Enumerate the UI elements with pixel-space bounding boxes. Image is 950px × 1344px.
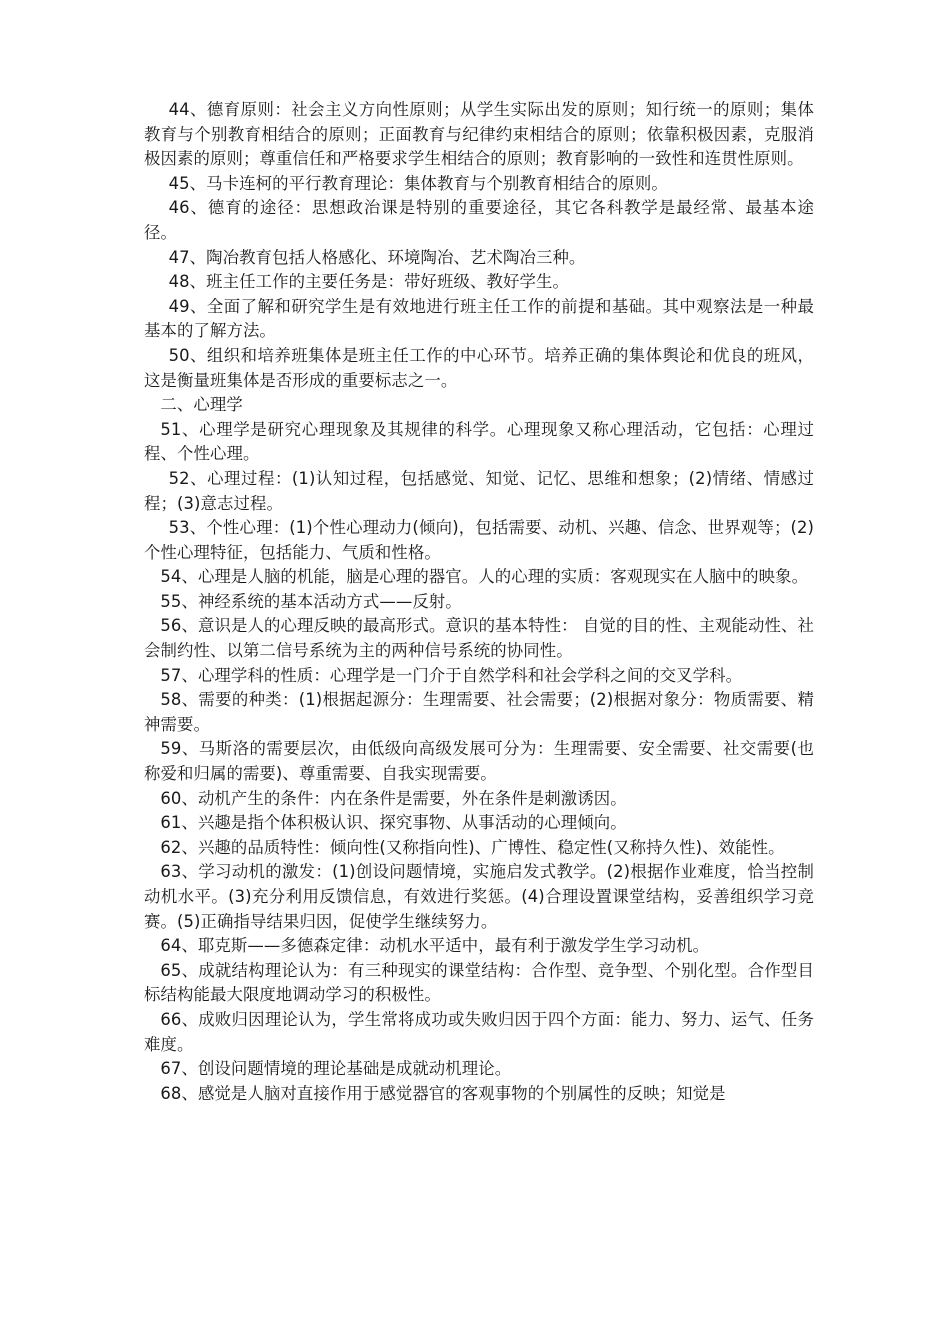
document-page: [144, 98, 814, 1106]
paragraph-51: 51、心理学是研究心理现象及其规律的科学。心理现象又称心理活动，它包括：心理过程、个性心理。: [144, 419, 814, 464]
paragraph-55: 55、神经系统的基本活动方式——反射。: [160, 591, 462, 611]
paragraph-61: 61、兴趣是指个体积极认识、探究事物、从事活动的心理倾向。: [160, 813, 627, 833]
paragraph-46: 46、德育的途径：思想政治课是特别的重要途径，其它各科教学是最经常、最基本途径。: [144, 198, 814, 242]
paragraph-54: 54、心理是人脑的机能，脑是心理的器官。人的心理的实质：客观现实在人脑中的映象。: [160, 567, 809, 587]
paragraph-57: 57、心理学科的性质：心理学是一门介于自然学科和社会学科之间的交叉学科。: [160, 665, 743, 685]
paragraph-58: 58、需要的种类：(1)根据起源分：生理需要、社会需要；(2)根据对象分：物质需要、精神需要。: [144, 690, 814, 734]
paragraph-44: 44、德育原则：社会主义方向性原则；从学生实际出发的原则；知行统一的原则；集体教育与个别教育相结合的原则；正面教育与纪律约束相结合的原则；依靠积极因素，克服消极因素的原则；尊重信任和严格要求学生相结合的原则；教育影响的一致性和连贯性原则。: [144, 100, 814, 169]
paragraph-45: 45、马卡连柯的平行教育理论：集体教育与个别教育相结合的原则。: [168, 173, 668, 193]
paragraph-66: 66、成败归因理论认为，学生常将成功或失败归因于四个方面：能力、努力、运气、任务难度。: [144, 1009, 814, 1054]
paragraph-49: 49、全面了解和研究学生是有效地进行班主任工作的前提和基础。其中观察法是一种最基本的了解方法。: [144, 296, 814, 341]
paragraph-68: 68、感觉是人脑对直接作用于感觉器官的客观事物的个别属性的反映；知觉是: [160, 1083, 726, 1103]
paragraph-62: 62、兴趣的品质特性：倾向性(又称指向性)、广博性、稳定性(又称持久性)、效能性。: [160, 837, 785, 857]
paragraph-56: 56、意识是人的心理反映的最高形式。意识的基本特性： 自觉的目的性、主观能动性、社会制约性、以第二信号系统为主的两种信号系统的协同性。: [144, 616, 814, 661]
paragraph-65: 65、成就结构理论认为：有三种现实的课堂结构：合作型、竞争型、个别化型。合作型目标结构能最大限度地调动学习的积极性。: [144, 960, 814, 1005]
paragraph-63: 63、学习动机的激发：(1)创设问题情境，实施启发式教学。(2)根据作业难度，恰当控制动机水平。(3)充分利用反馈信息，有效进行奖惩。(4)合理设置课堂结构，妥善组织学习竞赛。(5)正确指导结果归因，促使学生继续努力。: [144, 862, 814, 931]
paragraph-50: 50、组织和培养班集体是班主任工作的中心环节。培养正确的集体舆论和优良的班风，这是衡量班集体是否形成的重要标志之一。: [144, 345, 814, 390]
paragraph-53: 53、个性心理：(1)个性心理动力(倾向)，包括需要、动机、兴趣、信念、世界观等；(2)个性心理特征，包括能力、气质和性格。: [144, 518, 814, 562]
paragraph-52: 52、心理过程：(1)认知过程，包括感觉、知觉、记忆、思维和想象；(2)情绪、情感过程；(3)意志过程。: [144, 468, 814, 513]
paragraph-47: 47、陶冶教育包括人格感化、环境陶冶、艺术陶冶三种。: [168, 247, 586, 267]
paragraph-59: 59、马斯洛的需要层次，由低级向高级发展可分为：生理需要、安全需要、社交需要(也称爱和归属的需要)、尊重需要、自我实现需要。: [144, 739, 814, 784]
paragraph-67: 67、创设问题情境的理论基础是成就动机理论。: [160, 1059, 512, 1079]
section-heading-psychology: 二、心理学: [160, 395, 243, 415]
paragraph-60: 60、动机产生的条件：内在条件是需要，外在条件是刺激诱因。: [160, 788, 627, 808]
paragraph-64: 64、耶克斯——多德森定律：动机水平适中，最有利于激发学生学习动机。: [160, 936, 710, 956]
paragraph-48: 48、班主任工作的主要任务是：带好班级、教好学生。: [168, 272, 569, 292]
